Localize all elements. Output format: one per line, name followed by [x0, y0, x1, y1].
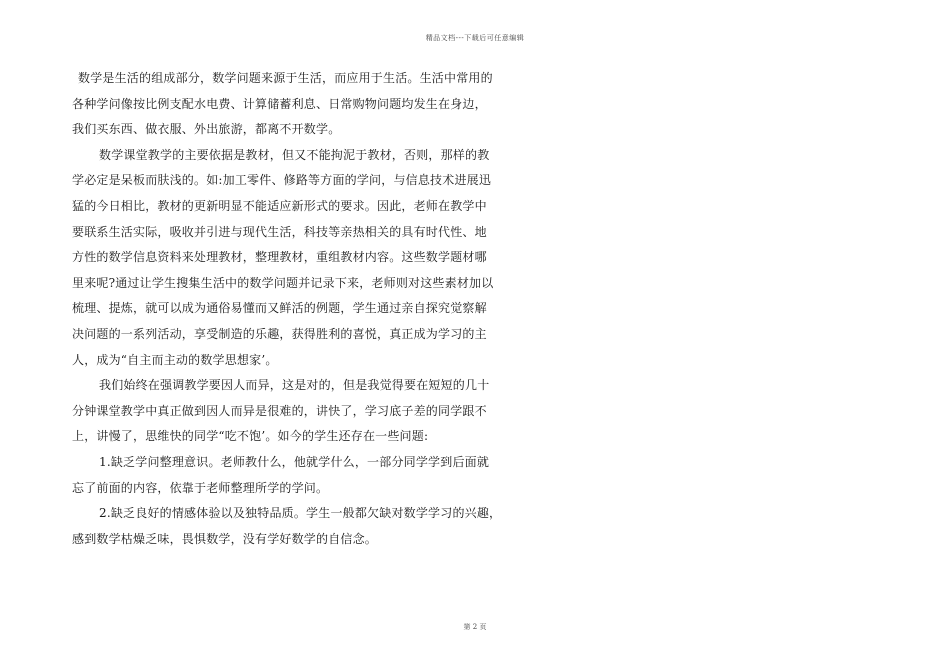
text-line: 上，讲慢了，思维快的同学“吃不饱’。如今的学生还存在一些问题:: [72, 429, 429, 444]
page-header: 精品文档---下载后可任意编辑: [425, 34, 525, 42]
text-line: 感到数学枯燥乏味，畏惧数学，没有学好数学的自信念。: [72, 531, 378, 546]
text-line: 决问题的一系列活动，享受制造的乐趣，获得胜利的喜悦，真正成为学习的主: [72, 326, 487, 341]
text-line: 忘了前面的内容，依靠于老师整理所学的学问。: [72, 480, 329, 495]
text-line: 我们买东西、做衣服、外出旅游，都离不开数学。: [72, 122, 341, 137]
text-line: 猛的今日相比，教材的更新明显不能适应新形式的要求。因此，老师在教学中: [72, 198, 487, 213]
text-line: 数学是生活的组成部分，数学问题来源于生活，而应用于生活。生活中常用的: [78, 71, 493, 85]
text-line: 学必定是呆板而肤浅的。如:加工零件、修路等方面的学问，与信息技术进展迅: [72, 173, 492, 188]
page-number: 第 2 页: [463, 623, 487, 631]
document-body: [72, 66, 502, 552]
text-line: 1.缺乏学问整理意识。老师教什么，他就学什么，一部分同学学到后面就: [99, 454, 490, 469]
text-line: 分钟课堂教学中真正做到因人而异是很难的，讲快了，学习底子差的同学跟不: [72, 403, 487, 418]
text-line: 数学课堂教学的主要依据是教材，但又不能拘泥于教材，否则，那样的教: [99, 147, 490, 162]
text-line: 各种学问像按比例支配水电费、计算储蓄利息、日常购物问题均发生在身边，: [72, 96, 487, 111]
text-line: 要联系生活实际，吸收并引进与现代生活，科技等亲热相关的具有时代性、地: [72, 224, 487, 239]
text-line: 里来呢?通过让学生搜集生活中的数学问题并记录下来，老师则对这些素材加以: [72, 275, 494, 290]
text-line: 梳理、提炼，就可以成为通俗易懂而又鲜活的例题，学生通过亲自探究觉察解: [72, 301, 487, 316]
text-line: 人，成为“自主而主动的数学思想家’。: [72, 352, 278, 367]
text-line: 方性的数学信息资料来处理教材，整理教材，重组教材内容。这些数学题材哪: [72, 250, 487, 265]
text-line: 2.缺乏良好的情感体验以及独特品质。学生一般都欠缺对数学学习的兴趣，: [99, 506, 502, 521]
text-line: 我们始终在强调教学要因人而异，这是对的，但是我觉得要在短短的几十: [99, 378, 490, 393]
